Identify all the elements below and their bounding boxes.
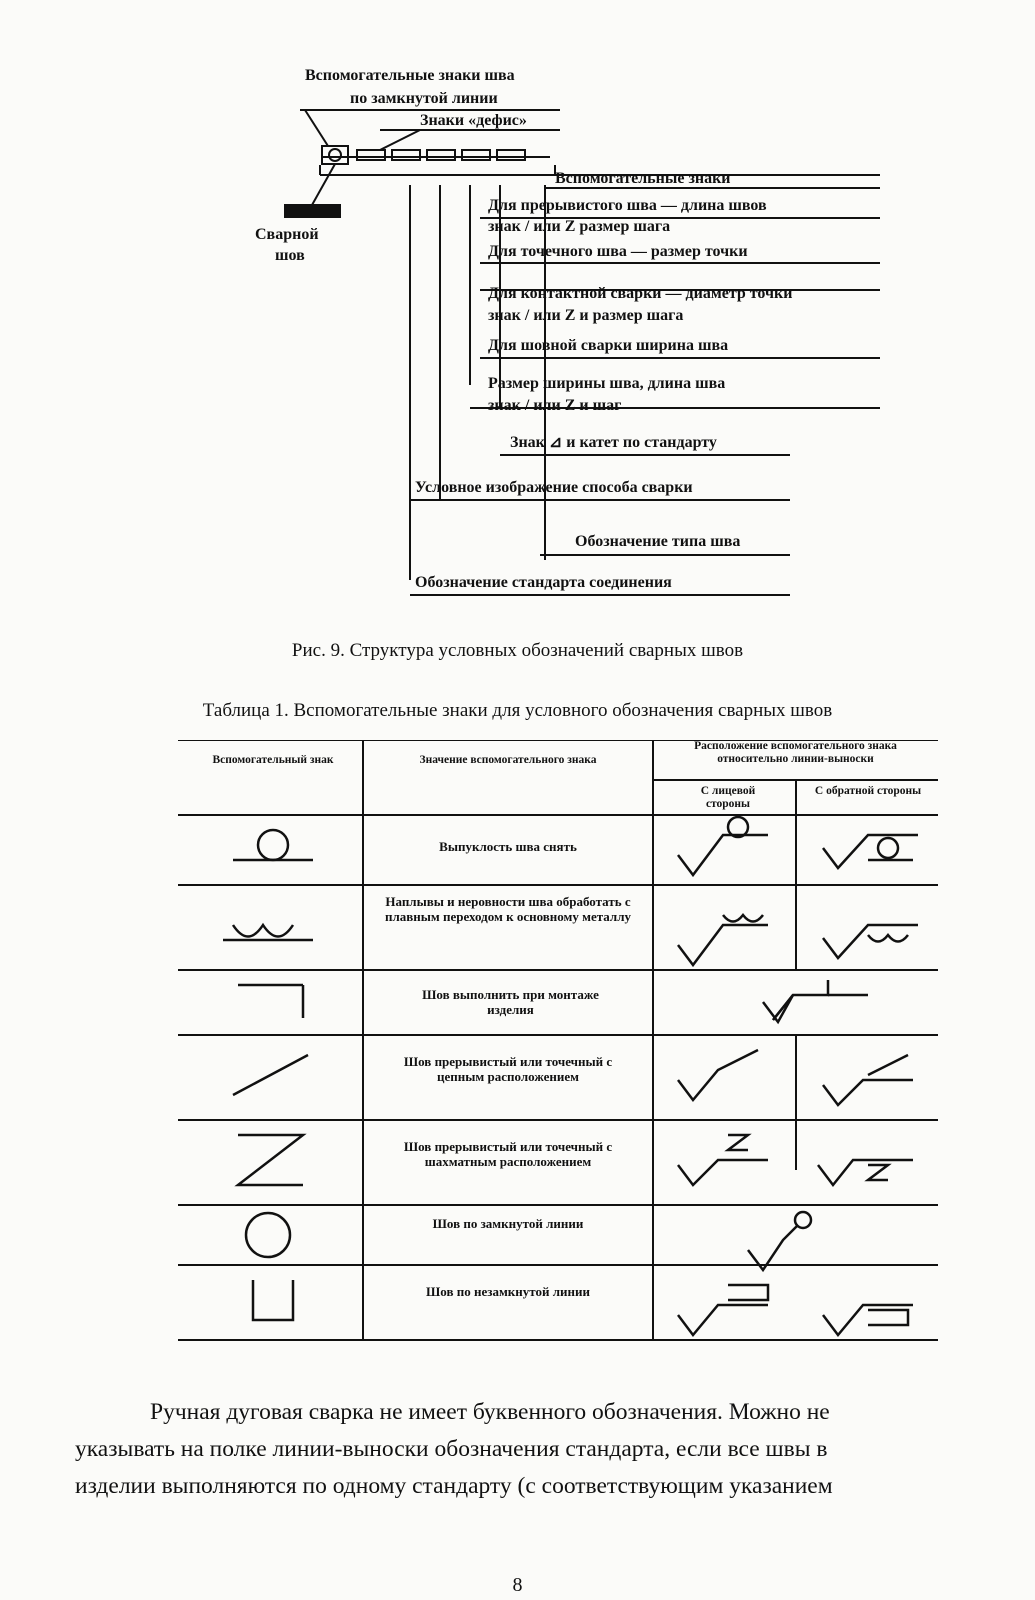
label-spot: Для точечного шва — размер точки — [488, 243, 748, 260]
aux-signs-table — [178, 740, 958, 1365]
row1-meaning: Выпуклость шва снять — [439, 839, 577, 854]
label-width: Размер ширины шва, длина шва — [488, 375, 726, 392]
placement-symbols — [678, 817, 918, 1335]
label-welded-2: шов — [275, 247, 305, 264]
figure-9-diagram — [0, 0, 1035, 620]
label-intermittent: Для прерывистого шва — длина швов — [488, 197, 767, 214]
row7-meaning: Шов по незамкнутой линии — [426, 1284, 590, 1299]
label-width-2: знак / или Z и шаг — [488, 397, 622, 414]
body-line-2: указывать на полке линии-выноски обозначения стандарта, если все швы в — [75, 1436, 828, 1462]
label-method: Условное изображение способа сварки — [415, 479, 693, 496]
page-number: 8 — [512, 1574, 523, 1596]
label-dash-signs: Знаки «дефис» — [420, 112, 527, 129]
label-contact-2: знак / или Z и размер шага — [488, 307, 684, 324]
label-welded-1: Сварной — [255, 226, 319, 243]
table-caption: Таблица 1. Вспомогательные знаки для условного обозначения сварных швов — [202, 700, 833, 721]
header-col1: Вспомогательный знак — [212, 754, 334, 766]
label-intermittent-2: знак / или Z размер шага — [488, 218, 671, 235]
header-col3b: С обратной стороны — [814, 785, 922, 797]
body-line-1: Ручная дуговая сварка не имеет буквенного обозначения. Можно не — [150, 1399, 830, 1425]
aux-symbols — [223, 830, 313, 1320]
label-seam: Для шовной сварки ширина шва — [488, 337, 729, 354]
label-aux-closed-2: по замкнутой линии — [350, 90, 498, 107]
header-col2: Значение вспомогательного знака — [419, 754, 597, 766]
label-leg: Знак ⊿ и катет по стандарту — [510, 434, 717, 451]
table-grid — [178, 740, 958, 1365]
row6-meaning: Шов по замкнутой линии — [432, 1216, 584, 1231]
row4-meaning: Шов прерывистый или точечный с цепным расположением — [403, 1054, 613, 1084]
label-aux-signs: Вспомогательные знаки — [555, 170, 731, 187]
figure-caption: Рис. 9. Структура условных обозначений сварных швов — [291, 640, 744, 661]
header-col3a: С лицевой стороны — [700, 785, 756, 811]
label-standard: Обозначение стандарта соединения — [415, 574, 672, 591]
label-aux-closed-1: Вспомогательные знаки шва — [305, 67, 515, 84]
body-line-3: изделии выполняются по одному стандарту (с соответствующим указанием — [75, 1473, 833, 1499]
header-col3: Расположение вспомогательного знака относительно линии-выноски — [694, 740, 897, 766]
label-type: Обозначение типа шва — [575, 533, 741, 550]
row5-meaning: Шов прерывистый или точечный с шахматным расположением — [403, 1139, 613, 1169]
body-paragraph — [75, 1394, 1030, 1505]
row2-meaning: Наплывы и неровности шва обработать с плавным переходом к основному металлу — [384, 894, 632, 924]
row3-meaning: Шов выполнить при монтаже изделия — [422, 987, 599, 1017]
label-contact: Для контактной сварки — диаметр точки — [488, 285, 793, 302]
